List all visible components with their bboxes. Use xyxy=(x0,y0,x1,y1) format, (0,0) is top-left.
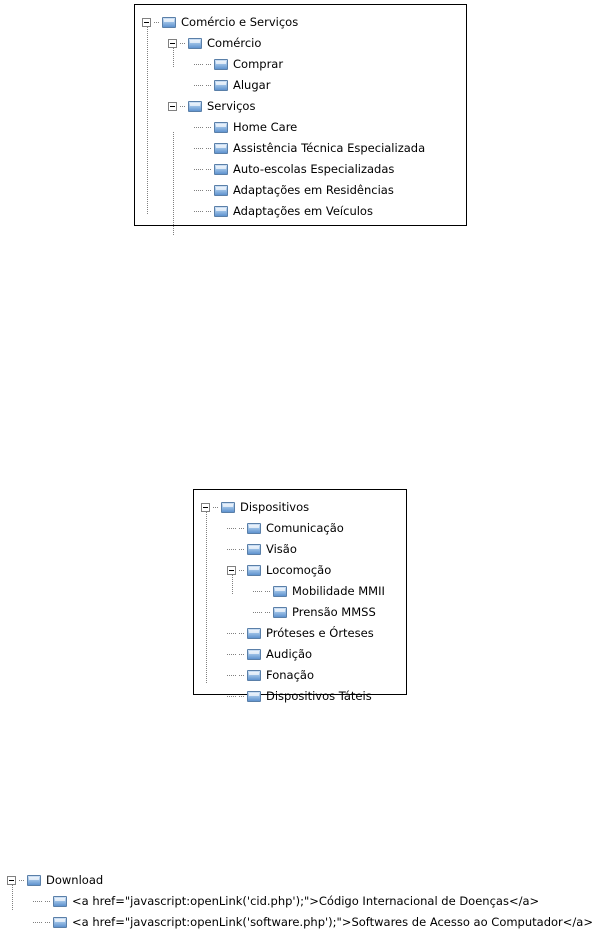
monitor-icon xyxy=(214,164,228,175)
tree-node[interactable] xyxy=(135,201,466,222)
tree-panel-download xyxy=(0,864,601,930)
monitor-icon xyxy=(273,586,287,597)
tree-connector xyxy=(206,169,212,170)
tree-node[interactable] xyxy=(135,159,466,180)
tree-node[interactable] xyxy=(194,623,406,644)
tree-connector xyxy=(33,918,42,927)
tree-node[interactable] xyxy=(135,12,466,33)
monitor-icon xyxy=(247,544,261,555)
monitor-icon xyxy=(221,502,235,513)
monitor-icon xyxy=(214,185,228,196)
tree-node[interactable] xyxy=(135,54,466,75)
tree-connector xyxy=(227,692,236,701)
tree-node[interactable] xyxy=(194,602,406,623)
tree-connector xyxy=(194,123,203,132)
tree-node-label: Download xyxy=(46,872,104,887)
tree-connector xyxy=(194,81,203,90)
monitor-icon xyxy=(53,917,67,928)
tree-node[interactable] xyxy=(194,644,406,665)
tree-connector xyxy=(180,106,186,107)
tree-node[interactable] xyxy=(135,75,466,96)
tree-connector xyxy=(239,675,245,676)
tree-connector xyxy=(194,165,203,174)
tree-node[interactable] xyxy=(135,117,466,138)
monitor-icon xyxy=(247,691,261,702)
tree-connector xyxy=(19,880,25,881)
tree-node-label: <a href="javascript:openLink('software.php');">Softwares de Acesso ao Computador</a> xyxy=(72,914,593,929)
tree-connector xyxy=(239,654,245,655)
tree-connector xyxy=(227,671,236,680)
monitor-icon xyxy=(27,875,41,886)
monitor-icon xyxy=(188,101,202,112)
tree-connector xyxy=(227,650,236,659)
tree-node[interactable] xyxy=(194,581,406,602)
tree-connector xyxy=(265,612,271,613)
tree-node[interactable] xyxy=(194,665,406,686)
tree-connector xyxy=(253,587,262,596)
tree-node[interactable] xyxy=(135,180,466,201)
tree-node-label: Comércio xyxy=(207,35,262,50)
monitor-icon xyxy=(214,80,228,91)
tree-connector xyxy=(239,549,245,550)
tree-node[interactable] xyxy=(135,138,466,159)
tree-connector xyxy=(180,43,186,44)
tree-connector xyxy=(239,570,245,571)
tree-connector xyxy=(239,633,245,634)
tree-node-label: Auto-escolas Especializadas xyxy=(233,161,395,176)
tree-connector xyxy=(206,64,212,65)
tree-node-label: Dispositivos Táteis xyxy=(266,688,372,703)
minus-box-icon[interactable] xyxy=(142,18,151,27)
tree-node[interactable] xyxy=(194,539,406,560)
monitor-icon xyxy=(214,59,228,70)
tree-node-label: Assistência Técnica Especializada xyxy=(233,140,426,155)
tree-node-label: Adaptações em Residências xyxy=(233,182,394,197)
tree-connector xyxy=(154,22,160,23)
tree-connector xyxy=(194,207,203,216)
tree-connector xyxy=(213,507,219,508)
monitor-icon xyxy=(247,649,261,660)
tree-node[interactable] xyxy=(0,870,601,891)
tree-node-label: Home Care xyxy=(233,119,298,134)
tree-node-label: Comprar xyxy=(233,56,284,71)
tree-node-label: Alugar xyxy=(233,77,271,92)
minus-box-icon[interactable] xyxy=(201,503,210,512)
minus-box-icon[interactable] xyxy=(7,876,16,885)
tree-node-label: Adaptações em Veículos xyxy=(233,203,373,218)
tree-connector xyxy=(45,901,51,902)
tree-connector xyxy=(194,186,203,195)
monitor-icon xyxy=(273,607,287,618)
tree-connector xyxy=(194,144,203,153)
tree-node-label: Fonação xyxy=(266,667,314,682)
tree-node[interactable] xyxy=(135,33,466,54)
tree-node-label: Comércio e Serviços xyxy=(181,14,299,29)
tree-connector xyxy=(227,524,236,533)
tree-node-label: Audição xyxy=(266,646,313,661)
tree-panel-dispositivos xyxy=(193,489,407,703)
tree-connector xyxy=(206,211,212,212)
tree-connector xyxy=(45,922,51,923)
tree-node[interactable] xyxy=(135,96,466,117)
tree-node-label: Mobilidade MMII xyxy=(292,583,385,598)
tree-connector xyxy=(227,629,236,638)
monitor-icon xyxy=(247,523,261,534)
monitor-icon xyxy=(214,122,228,133)
tree-panel-comercio-e-servicos xyxy=(134,4,467,226)
minus-box-icon[interactable] xyxy=(168,102,177,111)
monitor-icon xyxy=(162,17,176,28)
monitor-icon xyxy=(214,143,228,154)
tree-node-label: Comunicação xyxy=(266,520,344,535)
tree-node-label: Próteses e Órteses xyxy=(266,625,374,640)
monitor-icon xyxy=(247,670,261,681)
tree-connector xyxy=(194,60,203,69)
tree-node[interactable] xyxy=(194,518,406,539)
tree-node-label: Serviços xyxy=(207,98,256,113)
tree-connector xyxy=(33,897,42,906)
tree-node-label: Locomoção xyxy=(266,562,332,577)
tree-connector xyxy=(206,127,212,128)
tree-node-label: Prensão MMSS xyxy=(292,604,376,619)
monitor-icon xyxy=(214,206,228,217)
minus-box-icon[interactable] xyxy=(168,39,177,48)
minus-box-icon[interactable] xyxy=(227,566,236,575)
tree-node[interactable] xyxy=(194,686,406,707)
tree-node-label: Dispositivos xyxy=(240,499,310,514)
monitor-icon xyxy=(247,628,261,639)
monitor-icon xyxy=(188,38,202,49)
tree-connector xyxy=(206,85,212,86)
tree-connector xyxy=(206,190,212,191)
tree-connector xyxy=(253,608,262,617)
monitor-icon xyxy=(247,565,261,576)
tree-connector xyxy=(265,591,271,592)
monitor-icon xyxy=(53,896,67,907)
tree-node[interactable] xyxy=(194,560,406,581)
tree-node[interactable] xyxy=(194,497,406,518)
tree-connector xyxy=(239,696,245,697)
tree-connector xyxy=(206,148,212,149)
tree-node-label: Visão xyxy=(266,541,297,556)
tree-node-label: <a href="javascript:openLink('cid.php');">Código Internacional de Doenças</a> xyxy=(72,893,540,908)
tree-connector xyxy=(227,545,236,554)
tree-connector xyxy=(239,528,245,529)
tree-node[interactable] xyxy=(0,891,601,912)
